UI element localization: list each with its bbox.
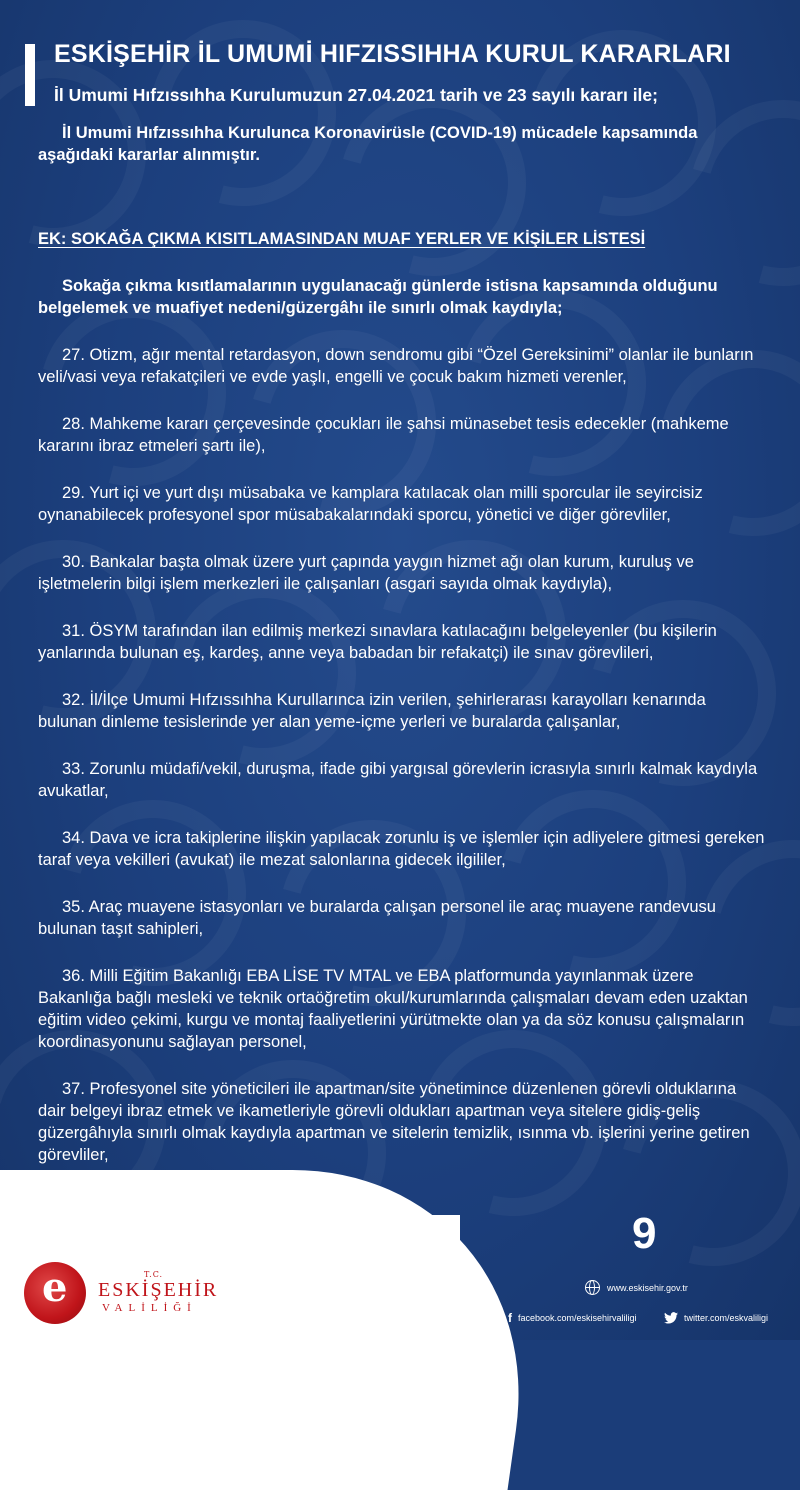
document-body — [38, 122, 768, 1191]
list-item: 33. Zorunlu müdafi/vekil, duruşma, ifade gibi yargısal görevlerin icrasıyla sınırlı kalmak kaydıyla avukatlar, — [38, 760, 758, 800]
title-accent-bar — [25, 44, 35, 106]
twitter-icon — [664, 1312, 678, 1324]
list-item: 28. Mahkeme kararı çerçevesinde çocukları ile şahsi münasebet tesis edecekler (mahkeme kararını ibraz etmeleri şartı ile), — [38, 415, 729, 455]
list-item: 32. İl/İlçe Umumi Hıfzıssıhha Kurullarınca izin verilen, şehirlerarası karayolları kenarında bulunan dinleme tesislerinde yer alan yeme-içme yerleri ve buralarda çalışanlar, — [38, 691, 706, 731]
list-item: 31. ÖSYM tarafından ilan edilmiş merkezi sınavlara katılacağını belgeleyenler (bu kişilerin yanlarında bulunan eş, kardeş, anne veya babadan bir refakatçi) ile sınav görevlileri, — [38, 622, 717, 662]
logo-tc-text: T.C. — [144, 1270, 164, 1279]
facebook-icon: f — [508, 1311, 512, 1325]
list-item: 30. Bankalar başta olmak üzere yurt çapında yaygın hizmet ağı olan kurum, kuruluş ve işletmelerin bilgi işlem merkezleri ile çalışanları (asgari sayıda olmak kaydıyla), — [38, 553, 694, 593]
list-item: 35. Araç muayene istasyonları ve buralarda çalışan personel ile araç muayene randevusu bulunan taşıt sahipleri, — [38, 898, 716, 938]
governorship-logo — [24, 1262, 219, 1327]
list-item: 36. Milli Eğitim Bakanlığı EBA LİSE TV MTAL ve EBA platformunda yayınlanmak üzere Bakanlığa bağlı mesleki ve teknik ortaöğretim okul/kurumlarında çalışmaları devam eden uzaktan eğitim video çekimi, kurgu ve montaj faaliyetlerini yürütmekte olan ya da söz konusu çalışmaların koordinasyonunu sağlayan personel, — [38, 967, 748, 1051]
logo-city-text: ESKİŞEHİR — [98, 1279, 219, 1301]
twitter-link[interactable] — [664, 1312, 768, 1324]
list-item: 27. Otizm, ağır mental retardasyon, down sendromu gibi “Özel Gereksinimi” olanlar ile bunların veli/vasi veya refakatçileri ve evde yaşlı, engelli ve çocuk bakım hizmeti verenler, — [38, 346, 754, 386]
list-item: 34. Dava ve icra takiplerine ilişkin yapılacak zorunlu iş ve işlemler için adliyelere gitmesi gereken taraf veya vekilleri (avukat) ile mezat salonlarına gidecek ilgililer, — [38, 829, 765, 869]
page-title: ESKİŞEHİR İL UMUMİ HIFZISSIHHA KURUL KARARLARI — [54, 40, 731, 68]
logo-emblem-icon: e — [24, 1262, 86, 1324]
website-link[interactable] — [585, 1280, 688, 1295]
facebook-text: facebook.com/eskisehirvaliligi — [518, 1313, 637, 1323]
website-text: www.eskisehir.gov.tr — [607, 1282, 688, 1293]
intro-paragraph: İl Umumi Hıfzıssıhha Kurulunca Koronavirüsle (COVID-19) mücadele kapsamında aşağıdaki kararlar alınmıştır. — [38, 124, 698, 164]
lead-paragraph: Sokağa çıkma kısıtlamalarının uygulanacağı günlerde istisna kapsamında olduğunu belgelemek ve muafiyet nedeni/güzergâhı ile sınırlı olmak kaydıyla; — [38, 277, 718, 317]
globe-icon — [585, 1280, 600, 1295]
list-item: 29. Yurt içi ve yurt dışı müsabaka ve kamplara katılacak olan milli sporcular ile seyircisiz oynanabilecek profesyonel spor müsabakalarındaki sporcu, yönetici ve diğer görevliler, — [38, 484, 703, 524]
twitter-text: twitter.com/eskvaliligi — [684, 1313, 769, 1323]
page-subtitle: İl Umumi Hıfzıssıhha Kurulumuzun 27.04.2021 tarih ve 23 sayılı kararı ile; — [54, 85, 658, 105]
page-number: 9 — [632, 1209, 657, 1258]
section-title: EK: SOKAĞA ÇIKMA KISITLAMASINDAN MUAF YERLER VE KİŞİLER LİSTESİ — [38, 230, 646, 248]
facebook-link[interactable] — [508, 1312, 637, 1324]
logo-office-text: VALİLİĞİ — [102, 1302, 197, 1314]
list-item: 37. Profesyonel site yöneticileri ile apartman/site yönetimince düzenlenen görevli olduklarına dair belgeyi ibraz etmek ve ikametleriyle görevli oldukları apartman veya sitelere gidiş-geliş güzergâhıyla sınırlı olmak kaydıyla apartman ve sitelerin temizlik, ısınma vb. işlerini yerine getiren görevliler, — [38, 1080, 750, 1164]
